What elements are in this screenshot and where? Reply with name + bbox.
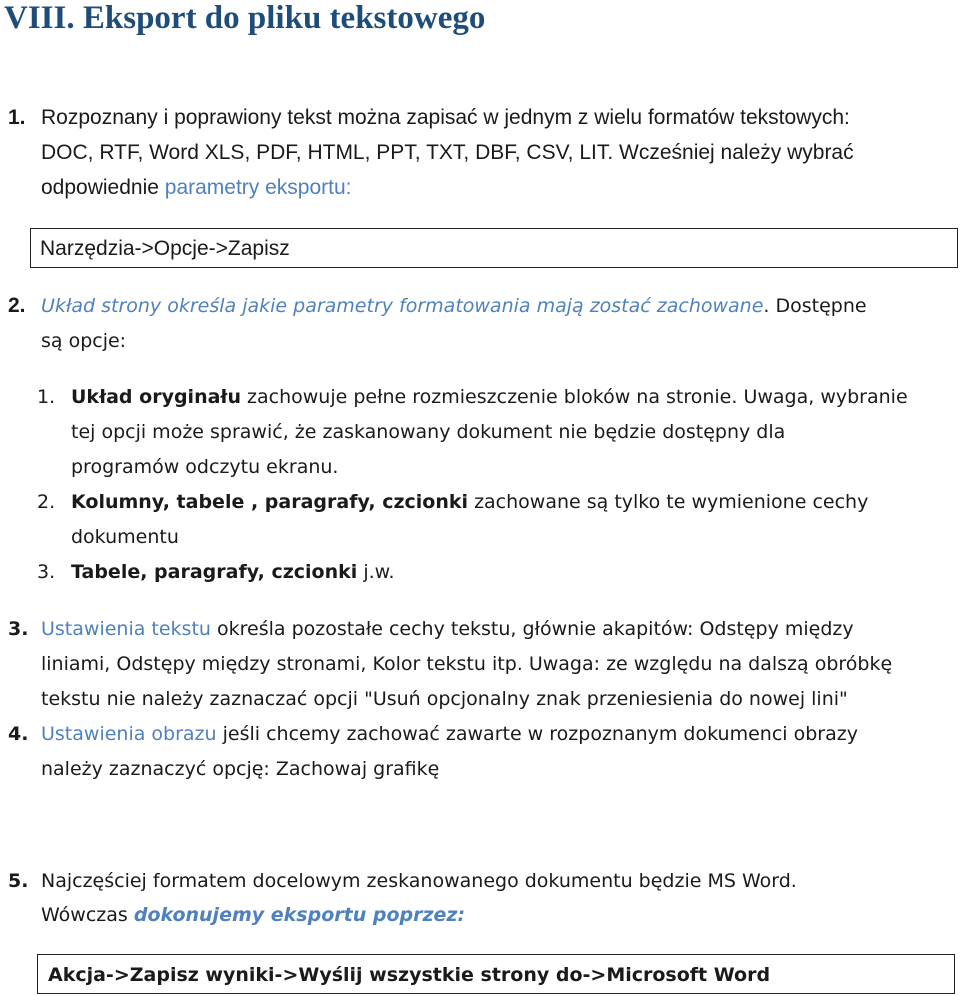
item1-line1: Rozpoznany i poprawiony tekst można zapisać w jednym z wielu formatów tekstowych:	[41, 106, 850, 129]
item4-line1	[41, 721, 858, 747]
item3-line3: tekstu nie należy zaznaczać opcji "Usuń opcjonalny znak przeniesienia do nowej lini"	[41, 688, 848, 710]
sub-item-2-line1	[71, 489, 868, 515]
sub-item-2-text: zachowane są tylko te wymienione cechy	[468, 491, 869, 513]
export-path-box	[37, 954, 955, 994]
item5-line2-text: Wówczas	[41, 904, 134, 926]
item2-line2: są opcje:	[41, 330, 127, 352]
item1-line3-text: odpowiednie	[41, 176, 165, 199]
item1-line2: DOC, RTF, Word XLS, PDF, HTML, PPT, TXT, DBF, CSV, LIT. Wcześniej należy wybrać	[41, 141, 854, 164]
item3-line1	[41, 616, 854, 642]
sub-number-2: 2.	[37, 491, 56, 513]
menu-path-text: Narzędzia->Opcje->Zapisz	[40, 237, 290, 260]
sub-item-1-line2: tej opcji może sprawić, że zaskanowany dokument nie będzie dostępny dla	[71, 421, 786, 443]
image-settings-link: Ustawienia obrazu	[41, 723, 217, 745]
item1-line3	[41, 175, 352, 201]
export-via-link: dokonujemy eksportu poprzez:	[133, 904, 466, 926]
item1-number: 1.	[8, 106, 26, 129]
menu-path-box	[30, 228, 958, 268]
item3-line1-rest: określa pozostałe cechy tekstu, głównie akapitów: Odstępy między	[210, 618, 854, 640]
item5-line2	[41, 902, 465, 928]
sub-item-2-line2: dokumentu	[71, 526, 179, 548]
sub-number-3: 3.	[37, 561, 56, 583]
item2-number: 2.	[8, 294, 26, 317]
page-layout-link: Układ strony określa jakie parametry formatowania mają zostać zachowane	[41, 295, 764, 317]
item4-number: 4.	[8, 723, 29, 745]
sub-number-1: 1.	[37, 386, 56, 408]
item5-line1: Najczęściej formatem docelowym zeskanowanego dokumentu będzie MS Word.	[41, 870, 797, 892]
item5-number: 5.	[8, 870, 29, 892]
item4-line1-rest: jeśli chcemy zachować zawarte w rozpoznanym dokumenci obrazy	[216, 723, 858, 745]
item2-line1	[41, 293, 867, 319]
sub-item-1-line3: programów odczytu ekranu.	[71, 456, 339, 478]
sub-item-2-bold: Kolumny, tabele , paragrafy, czcionki	[71, 491, 469, 513]
sub-item-1-text: zachowuje pełne rozmieszczenie bloków na stronie. Uwaga, wybranie	[241, 386, 908, 408]
export-path-text: Akcja->Zapisz wyniki->Wyślij wszystkie strony do->Microsoft Word	[48, 964, 771, 986]
item4-line2: należy zaznaczyć opcję: Zachowaj grafikę	[41, 758, 440, 780]
text-settings-link: Ustawienia tekstu	[41, 618, 211, 640]
sub-item-1-line1	[71, 384, 908, 410]
page-title: VIII. Eksport do pliku tekstowego	[4, 0, 486, 36]
item2-after-link: . Dostępne	[763, 295, 867, 317]
sub-item-3-text: j.w.	[357, 561, 395, 583]
item3-line2: liniami, Odstępy między stronami, Kolor tekstu itp. Uwaga: ze względu na dalszą obróbkę	[41, 653, 893, 675]
sub-item-3-line1	[71, 559, 395, 585]
export-params-link: parametry eksportu:	[164, 176, 352, 199]
sub-item-3-bold: Tabele, paragrafy, czcionki	[71, 561, 358, 583]
sub-item-1-bold: Układ oryginału	[71, 386, 241, 408]
item3-number: 3.	[8, 618, 29, 640]
